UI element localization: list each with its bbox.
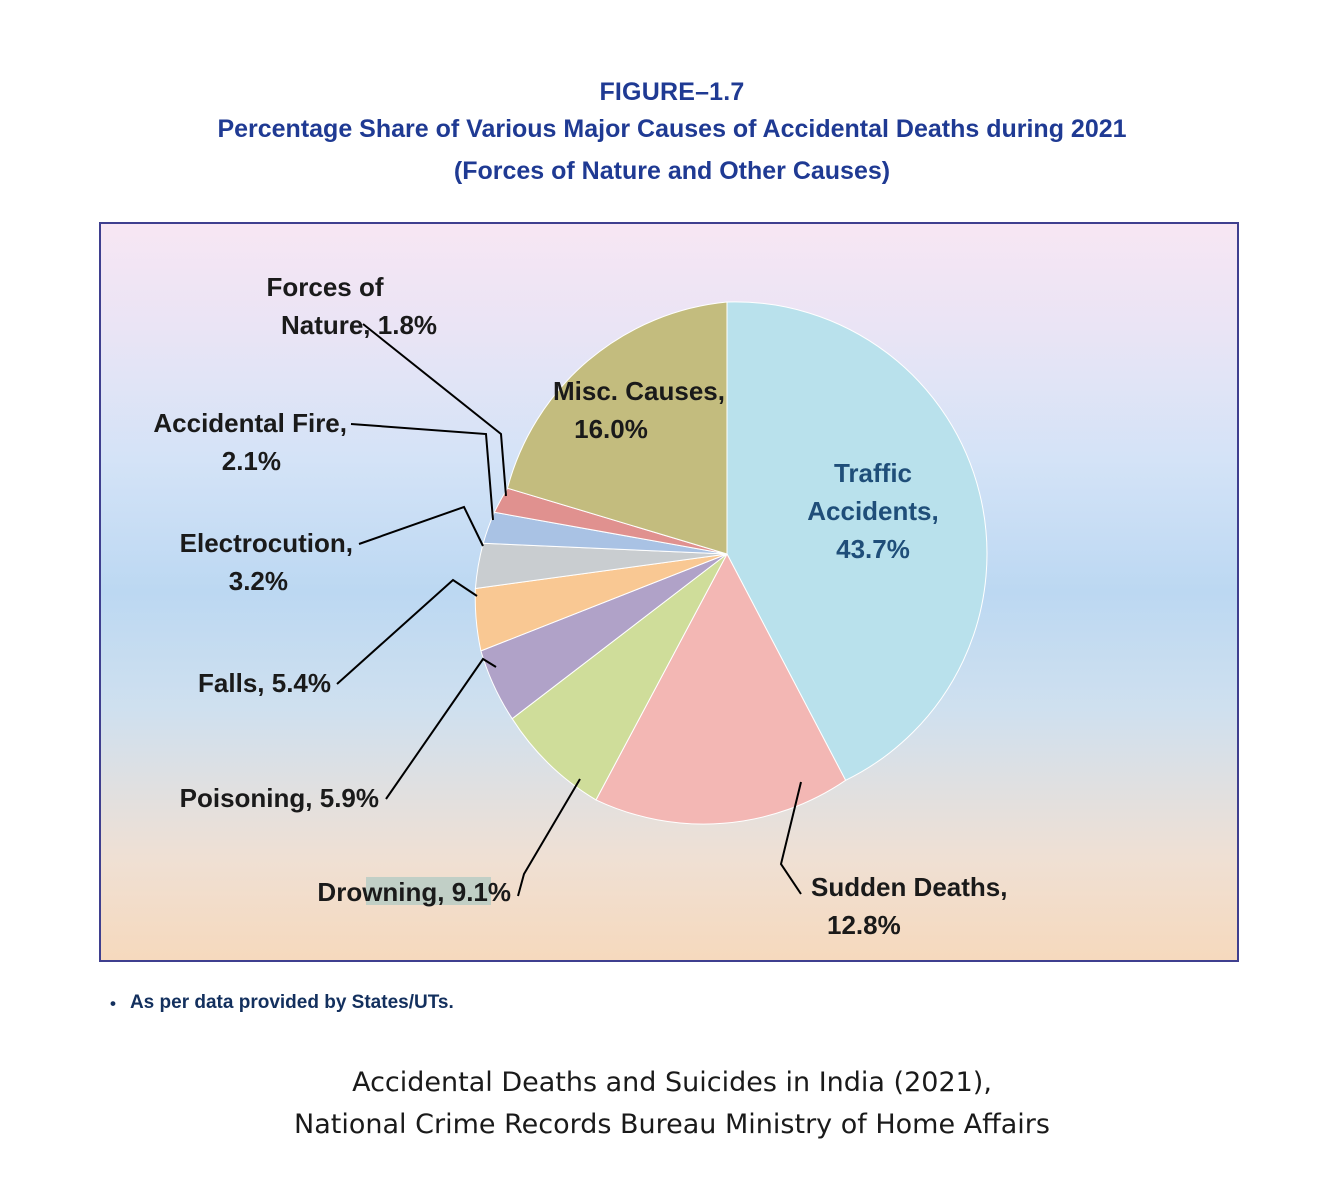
pie-label-electrocution-line2: 3.2% xyxy=(228,566,288,596)
pie-label-accidental-fire-line2: 2.1% xyxy=(221,446,281,476)
figure-title-line-2: (Forces of Nature and Other Causes) xyxy=(453,157,891,185)
source-caption-line-2: National Crime Records Bureau Ministry of Home Affairs xyxy=(294,1108,1050,1140)
source-caption xyxy=(0,1062,1344,1146)
figure-number: FIGURE–1.7 xyxy=(599,78,745,106)
figure-title-line-1: Percentage Share of Various Major Causes of Accidental Deaths during 2021 xyxy=(217,115,1127,143)
leader-line-poisoning xyxy=(386,659,496,799)
source-caption-line-1: Accidental Deaths and Suicides in India (2021), xyxy=(352,1067,992,1098)
pie-label-misc-causes-line2: 16.0% xyxy=(574,414,648,444)
pie-chart xyxy=(101,224,1237,960)
pie-label-misc-causes-line1: Misc. Causes, xyxy=(553,376,725,406)
pie-label-sudden-deaths-line2: 12.8% xyxy=(827,910,901,940)
leader-line-accidental-fire xyxy=(351,424,493,520)
pie-label-poisoning: Poisoning, 5.9% xyxy=(179,783,379,813)
pie-label-forces-of-nature-line1: Forces of xyxy=(266,272,384,302)
leader-line-electrocution xyxy=(359,507,483,546)
pie-label-electrocution-line1: Electrocution, xyxy=(179,528,353,558)
leader-line-drowning xyxy=(518,779,580,896)
pie-label-forces-of-nature-line2: Nature, 1.8% xyxy=(280,310,438,340)
pie-label-accidental-fire-line1: Accidental Fire, xyxy=(153,408,347,438)
footnote-text: As per data provided by States/UTs. xyxy=(129,992,454,1013)
leader-line-forces-of-nature xyxy=(363,324,506,496)
footnote-bullet-icon: • xyxy=(110,993,116,1013)
pie-chart-panel xyxy=(99,222,1239,962)
pie-label-sudden-deaths-line1: Sudden Deaths, xyxy=(811,872,1008,902)
pie-label-traffic-accidents-line3: 43.7% xyxy=(836,534,910,564)
pie-label-traffic-accidents-line2: Accidents, xyxy=(807,496,939,526)
leader-line-falls xyxy=(337,580,477,684)
pie-label-falls: Falls, 5.4% xyxy=(198,668,331,698)
pie-label-drowning: Drowning, 9.1% xyxy=(317,877,511,907)
footnote xyxy=(110,992,1010,1014)
pie-label-traffic-accidents-line1: Traffic xyxy=(833,458,913,488)
